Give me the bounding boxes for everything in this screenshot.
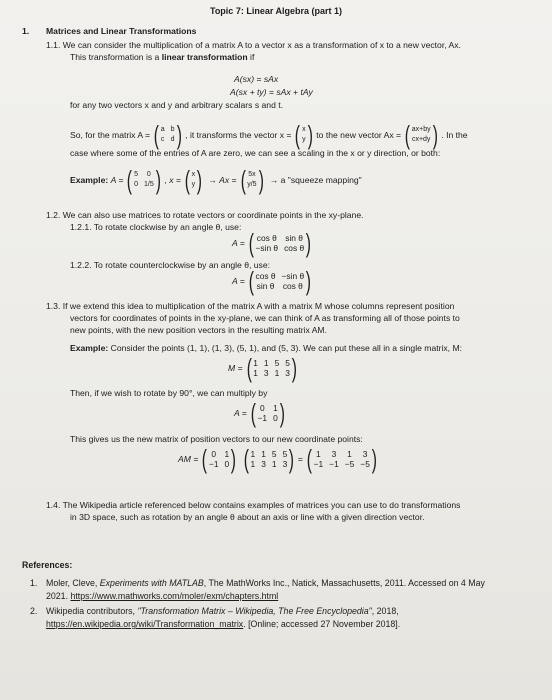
vector-ax: ( ax+by cx+dy ) xyxy=(404,120,438,150)
text-span: . In the xyxy=(441,129,468,140)
matrix-entry: 5 xyxy=(282,449,288,459)
rotation-ccw xyxy=(232,266,315,296)
ref-2-number: 2. xyxy=(30,606,38,616)
matrix-entry: 1 xyxy=(271,459,277,469)
equation-1: A(sx) = sAx xyxy=(234,74,279,84)
matrix-entry: −1 xyxy=(329,459,339,469)
matrix-entry: y/5 xyxy=(247,181,257,188)
matrix-entry: 1 xyxy=(253,358,258,368)
vector-x2: ( x y ) xyxy=(184,165,203,195)
text-span: to the new vector Ax = xyxy=(316,129,402,140)
matrix-entry: 3 xyxy=(285,368,290,378)
vector-sx: ( 5x y/5 ) xyxy=(240,165,264,195)
para-1-3-line1: 1.3. If we extend this idea to multiplication of the matrix A with a matrix M whose columns represent position xyxy=(46,301,455,311)
matrix-entry: 1 xyxy=(250,449,256,459)
example-label: Example: xyxy=(70,343,109,353)
para-1-4-line1: 1.4. The Wikipedia article referenced below contains examples of matrices you can use to do transformations xyxy=(46,500,461,510)
example-label: Example: xyxy=(70,174,109,185)
matrix-entry: 0 xyxy=(259,403,265,413)
para-1-1-line3: for any two vectors x and y and arbitrary scalars s and t. xyxy=(70,100,284,110)
matrix-entry: a xyxy=(160,126,165,133)
matrix-entry: y xyxy=(302,136,306,143)
matrix-entry: −1 xyxy=(313,459,324,469)
matrix-a-general: ( a b c d ) xyxy=(153,120,182,150)
matrix-entry: −sin θ xyxy=(281,271,305,281)
matrix-entry: 0 xyxy=(211,449,217,459)
ref-2-link[interactable]: https://en.wikipedia.org/wiki/Transformation_matrix xyxy=(46,619,244,629)
text-span: . [Online; accessed 27 November 2018]. xyxy=(243,619,401,629)
para-1-2: 1.2. We can also use matrices to rotate vectors or coordinate points in the xy-plane. xyxy=(46,210,364,220)
para-1-2-2: 1.2.2. To rotate counterclockwise by an angle θ, use: xyxy=(70,260,271,270)
matrix-squeeze: ( 5 0 0 1/5 ) xyxy=(127,165,161,195)
matrix-entry: −1 xyxy=(208,459,219,469)
matrix-entry: 3 xyxy=(263,368,269,378)
text-span: Consider the points (1, 1), (1, 3), (5, 1), and (5, 3). We can put these all in a single matrix, M: xyxy=(110,343,462,353)
text-span: Wikipedia contributors, xyxy=(46,606,138,616)
matrix-rot-90: ( 0 1 −1 0 ) xyxy=(250,398,285,428)
matrix-entry: cos θ xyxy=(255,271,276,281)
section-number: 1. xyxy=(22,26,30,36)
matrix-entry: d xyxy=(170,136,175,143)
matrix-m: ( 1 1 5 5 1 3 1 3 ) xyxy=(246,353,297,383)
text-span: , The MathWorks Inc., Natick, Massachusetts, 2011. Accessed on 4 May xyxy=(203,578,485,588)
matrix-entry: ax+by xyxy=(411,126,431,133)
math-label: A = xyxy=(232,275,245,286)
matrix-entry: sin θ xyxy=(256,281,275,291)
text-span: , it transforms the vector x = xyxy=(185,129,292,140)
ref-1-line1 xyxy=(46,578,485,589)
matrix-rot-ccw: ( cos θ −sin θ sin θ cos θ ) xyxy=(248,266,312,296)
matrix-entry: x xyxy=(191,171,196,178)
para-1-1-line2 xyxy=(70,52,254,63)
para-1-4-line2: in 3D space, such as rotation by an angle θ about an axis or line with a given direction vector. xyxy=(70,512,425,522)
matrix-entry: 1 xyxy=(253,368,258,378)
math-label: A = xyxy=(234,407,247,418)
para-1-3-line3: new points, with the new position vectors in the resulting matrix AM. xyxy=(70,325,327,335)
ref-1-link[interactable]: https://www.mathworks.com/moler/exm/chapters.html xyxy=(70,591,279,601)
transform-sentence xyxy=(70,122,468,148)
matrix-entry: 1 xyxy=(316,449,321,459)
matrix-m-b: ( 1 1 5 5 1 3 1 3 ) xyxy=(243,444,295,474)
matrix-entry: −5 xyxy=(360,459,370,469)
para-1-1-line1: 1.1. We can consider the multiplication of a matrix A to a vector x as a transformation of x to a new vector, Ax. xyxy=(46,40,461,50)
matrix-entry: 5x xyxy=(248,171,256,178)
rotate-sentence: Then, if we wish to rotate by 90°, we can multiply by xyxy=(70,388,268,398)
math-label: A = xyxy=(110,174,124,185)
math-label: AM = xyxy=(178,453,199,464)
matrix-entry: 5 xyxy=(274,358,280,368)
matrix-entry: −sin θ xyxy=(255,243,279,253)
matrix-entry: cx+dy xyxy=(411,136,431,143)
text-span: Moler, Cleve, xyxy=(46,578,100,588)
ref-title: "Transformation Matrix – Wikipedia, The Free Encyclopedia" xyxy=(137,606,372,616)
rotation-90-equation xyxy=(234,398,288,428)
text-span: 2021. xyxy=(46,591,71,601)
matrix-entry: 1 xyxy=(273,403,278,413)
matrix-rot-cw: ( cos θ sin θ −sin θ cos θ ) xyxy=(248,228,312,258)
math-label: Ax = xyxy=(219,174,237,185)
matrix-entry: c xyxy=(160,136,165,143)
rotation-cw xyxy=(232,228,315,258)
matrix-entry: cos θ xyxy=(256,233,277,243)
page-title: Topic 7: Linear Algebra (part 1) xyxy=(209,6,343,16)
matrix-entry: 1 xyxy=(261,449,266,459)
matrix-entry: 5 xyxy=(285,358,290,368)
matrix-entry: sin θ xyxy=(285,233,303,243)
matrix-rot-90-b: ( 0 1 −1 0 ) xyxy=(202,444,237,474)
matrix-entry: 1/5 xyxy=(144,181,154,188)
matrix-entry: −5 xyxy=(344,459,355,469)
ref-title: Experiments with MATLAB xyxy=(99,578,204,588)
matrix-entry: 3 xyxy=(261,459,266,469)
matrix-entry: y xyxy=(191,181,196,188)
ref-1-number: 1. xyxy=(30,578,38,588)
bold-term: linear transformation xyxy=(161,52,248,62)
math-label: = xyxy=(297,453,303,464)
text-span: → a "squeeze mapping" xyxy=(269,174,362,185)
matrix-entry: −1 xyxy=(257,413,268,423)
matrix-entry: 1 xyxy=(250,459,256,469)
references-heading: References: xyxy=(22,560,73,570)
matrix-am: ( 1 3 1 3 −1 −1 −5 −5 ) xyxy=(306,444,377,474)
text-span: , 2018, xyxy=(371,606,399,616)
matrix-entry: b xyxy=(170,126,175,133)
matrix-entry: 0 xyxy=(273,413,278,423)
matrix-entry: cos θ xyxy=(284,243,305,253)
para-1-3-line2: vectors for coordinates of points in the xy-plane, we can think of A as transforming all of those points to xyxy=(70,313,460,323)
matrix-entry: 0 xyxy=(134,181,139,188)
para-1-2-1: 1.2.1. To rotate clockwise by an angle θ, use: xyxy=(70,222,242,232)
text-span: This transformation is a xyxy=(70,52,162,62)
matrix-entry: 3 xyxy=(331,449,337,459)
matrix-entry: 1 xyxy=(274,368,280,378)
equation-2: A(sx + ty) = sAx + tAy xyxy=(230,87,313,97)
matrix-entry: 0 xyxy=(146,171,151,178)
math-label: , xyxy=(164,174,167,185)
ref-2-line1 xyxy=(46,606,399,617)
gives-sentence: This gives us the new matrix of position vectors to our new coordinate points: xyxy=(70,434,363,444)
text-span: So, for the matrix A = xyxy=(70,129,151,140)
matrix-entry: 1 xyxy=(347,449,352,459)
arrow-icon: → xyxy=(208,174,217,185)
ref-1-line2 xyxy=(46,591,278,602)
matrix-entry: x xyxy=(302,126,306,133)
ref-2-line2 xyxy=(46,619,400,630)
matrix-entry: 0 xyxy=(224,459,230,469)
text-span: if xyxy=(247,52,255,62)
vector-x: ( x y ) xyxy=(295,120,313,150)
matrix-entry: 1 xyxy=(263,358,269,368)
matrix-entry: cos θ xyxy=(282,281,303,291)
matrix-entry: 5 xyxy=(271,449,277,459)
math-label: x = xyxy=(169,174,181,185)
math-label: M = xyxy=(228,362,243,373)
matrix-entry: 1 xyxy=(224,449,230,459)
matrix-m-equation xyxy=(228,353,301,383)
product-am-equation xyxy=(178,443,381,475)
example-squeeze xyxy=(70,166,362,194)
matrix-entry: 5 xyxy=(134,171,139,178)
matrix-entry: 3 xyxy=(362,449,368,459)
para-1-1-line5: case where some of the entries of A are zero, we can see a scaling in the x or y direction, or both: xyxy=(70,148,441,158)
math-label: A = xyxy=(232,237,245,248)
section-heading: Matrices and Linear Transformations xyxy=(46,26,197,36)
matrix-entry: 3 xyxy=(282,459,288,469)
